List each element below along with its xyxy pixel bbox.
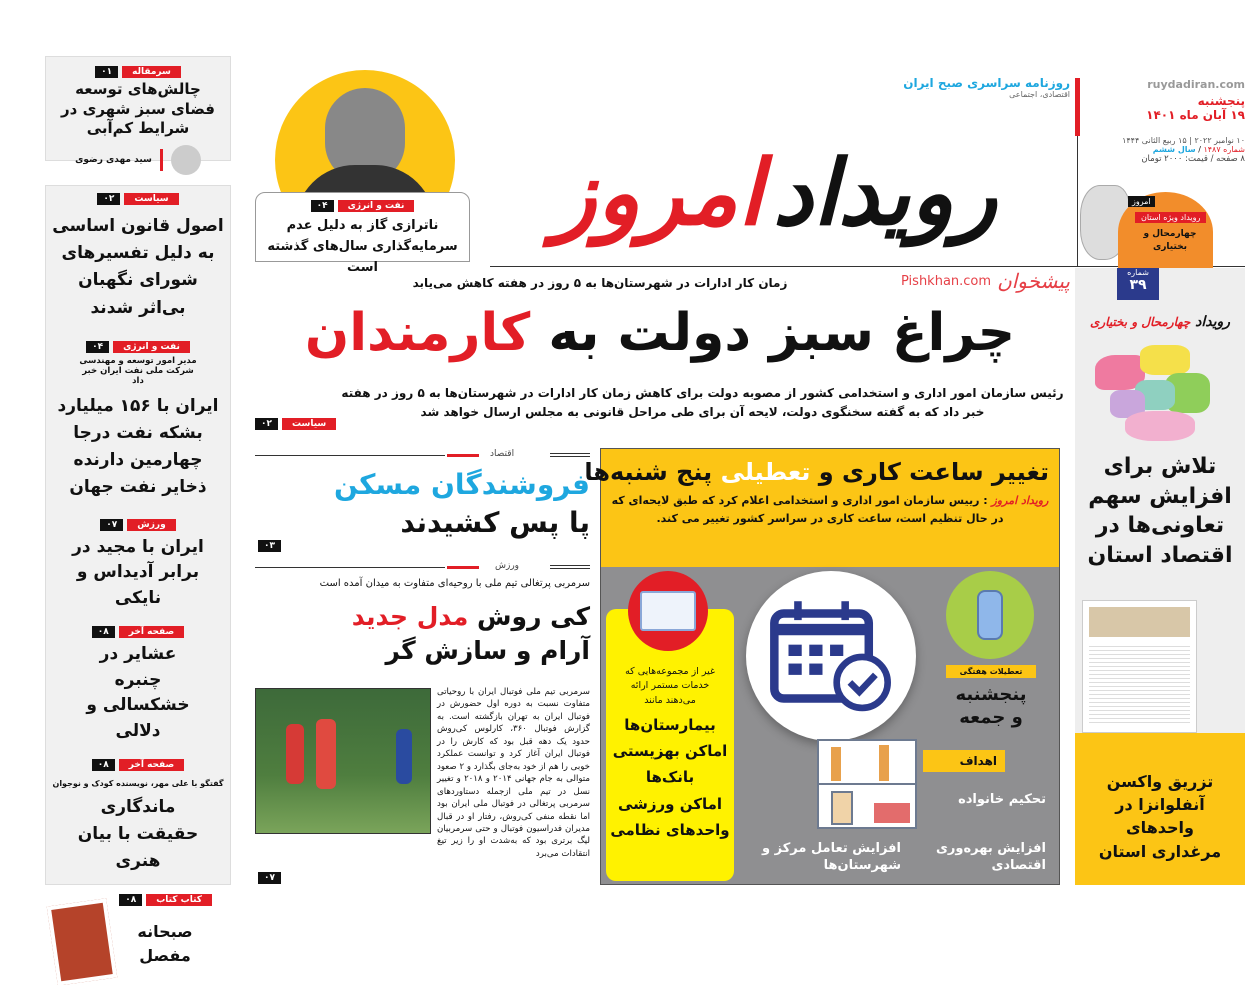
province-map xyxy=(1095,345,1220,445)
page-number: ۰۲ xyxy=(97,193,120,205)
headline-blue: فروشندگان مسکن xyxy=(333,468,590,501)
sport-photo xyxy=(255,688,431,834)
headline-line2: آرام و سازش گر xyxy=(385,635,590,665)
website[interactable]: ruydadiran.com xyxy=(1147,78,1245,91)
section-tag xyxy=(86,341,190,353)
weekly-days xyxy=(931,683,1051,730)
author-name: سید مهدی رضوی xyxy=(75,154,152,165)
story[interactable] xyxy=(46,752,230,880)
headline-black: چراغ سبز دولت به xyxy=(548,303,1016,363)
masthead-red-bar xyxy=(1075,78,1080,136)
page-tag xyxy=(258,540,281,552)
sport-section-rule xyxy=(255,561,590,575)
alt-dates: ۱۰ نوامبر ۲۰۲۲ | ۱۵ ربیع الثانی ۱۴۴۴ xyxy=(1122,136,1245,145)
exception-item: بانک‌ها xyxy=(645,768,695,787)
weekly-day: و جمعه xyxy=(959,707,1023,729)
page-number: ۰۸ xyxy=(92,759,115,771)
section-label: ورزش xyxy=(495,561,520,571)
page-number: ۰۱ xyxy=(95,66,118,78)
tag-label: سیاست xyxy=(124,193,178,205)
section-tag xyxy=(255,418,336,430)
story[interactable] xyxy=(46,186,230,330)
story[interactable] xyxy=(46,894,230,984)
sport-body: سرمربی تیم ملی فوتبال ایران با روحیاتی متفاوت نسبت به دوره اول حضورش در فوتبال ایران به تهران بازگشته است. به گزارش فوتبال ۳۶۰، کارلوس کی‌روش حدود یک دهه قبل بود که کارش را در فوتبال ایران آغاز کرد و توانست عملکرد خوبی را هم از خود به‌جای بگذارد و ۲ صعود متوالی به جام جهانی ۲۰۱۴ و ۲۰۱۸ و تغییر نسل در تیم ملی ازجمله دستاوردهای سرمربی پرتغالی در فوتبال ملی ایران بود اما نقطه منفی کی‌روش، رفتار او در قبال مدیران فدراسیون فوتبال و حتی سرمربیان لیگ برتری بود که به‌شدت او را زیر تیغ انتقادات می‌برد xyxy=(437,687,590,859)
intro-text: : رییس سازمان امور اداری و استخدامی اعلام کرد که طبق لایحه‌ای که در حال تنظیم است، ساعت کاری در سراسر کشور تغییر می کند. xyxy=(611,494,1004,525)
page-number: ۰۷ xyxy=(100,519,123,531)
title-white: تعطیلی xyxy=(720,458,811,486)
id-card-icon xyxy=(628,571,708,651)
right-headline-1[interactable]: تلاش برای افزایش سهم تعاونی‌ها در اقتصاد استان xyxy=(1087,454,1233,569)
headline[interactable]: ناترازی گاز به دلیل عدم سرمایه‌گذاری سال‌های گذشته است xyxy=(267,218,458,275)
headline[interactable]: ایران با مجید در برابر آدیداس و نایکی xyxy=(72,536,204,608)
calendar-check-icon xyxy=(746,571,916,741)
page-number: ۰۳ xyxy=(258,540,281,552)
weekly-day: پنجشنبه xyxy=(955,684,1027,705)
infographic-title xyxy=(584,457,1049,488)
headline[interactable]: عشایر در چنبره خشکسالی و دلالی xyxy=(86,644,190,741)
lead-headline[interactable] xyxy=(255,300,1065,368)
tag-label: کتاب کتاب xyxy=(146,894,212,906)
title-part: پنج شنبه‌ها xyxy=(584,458,713,486)
tagline xyxy=(900,76,1070,99)
watermark xyxy=(875,268,1070,294)
sport-article xyxy=(255,686,590,860)
issue-number: شماره ۱۴۸۷ xyxy=(1203,145,1245,154)
editorial-box[interactable] xyxy=(45,56,231,165)
issue-label: شماره xyxy=(1127,268,1149,277)
title-part: تغییر ساعت کاری و xyxy=(818,458,1049,486)
masthead-vline xyxy=(1077,136,1078,266)
page-number: ۰۸ xyxy=(92,626,115,638)
goal-item: افزایش بهره‌وری اقتصادی xyxy=(936,841,1046,873)
page-tag xyxy=(258,872,281,884)
pages-price: ۸ صفحه / قیمت: ۲۰۰۰ تومان xyxy=(1141,154,1245,164)
tag-label: ورزش xyxy=(127,519,175,531)
section-label: اقتصاد xyxy=(490,449,515,459)
supplement-a: رویداد xyxy=(1195,314,1231,330)
logo-black: رویداد xyxy=(772,140,998,246)
headline[interactable]: اصول قانون اساسی به دلیل تفسیرهای شورای نگهبان بی‌اثر شدند xyxy=(52,216,224,318)
headline[interactable]: صبحانه مفصل xyxy=(137,921,193,965)
left-stories xyxy=(45,185,231,965)
infographic-header xyxy=(584,449,1059,567)
headline-black: کی روش xyxy=(477,602,590,631)
lead-body: رئیس سازمان امور اداری و استخدامی کشور از مصوبه دولت برای کاهش زمان کار ادارات در شهرستان‌ها به ۵ روز در هفته خبر داد که به گفته سخنگوی دولت، لایحه آن برای طی مراحل قانونی به مجلس ارسال خواهد شد xyxy=(341,386,1064,420)
feature-box[interactable] xyxy=(255,192,470,275)
headline-red: مدل جدید xyxy=(351,602,469,631)
tag-label: نفت و انرژی xyxy=(113,341,190,353)
tag-label: صفحه آخر xyxy=(119,626,184,638)
infographic[interactable] xyxy=(584,448,1060,885)
tag-label: سرمقاله xyxy=(122,66,181,78)
sport-headline[interactable] xyxy=(255,600,590,668)
tag-label: صفحه آخر xyxy=(119,759,184,771)
watermark-url: Pishkhan.com xyxy=(901,273,992,289)
page-number: ۰۴ xyxy=(311,200,334,212)
issue-number: ۳۹ xyxy=(1129,277,1147,293)
kicker: گفتگو با علی مهر، نویسنده کودک و نوجوان xyxy=(52,779,224,788)
tag-label: سیاست xyxy=(282,418,336,430)
section-tag xyxy=(119,894,212,906)
masthead-logo xyxy=(480,120,1070,266)
section-tag xyxy=(100,519,175,531)
book-cover-image xyxy=(47,898,118,985)
masthead-info: ruydadiran.com پنجشنبه ۱۹ آبان ماه ۱۴۰۱ ۱۰ نوامبر ۲۰۲۲ | ۱۵ ربیع الثانی ۱۴۴۴ شماره ۱۴۸۷ / سال ششم ۸ صفحه / قیمت: ۲۰۰۰ تومان xyxy=(1085,78,1245,164)
lead-kicker: زمان کار ادارات در شهرستان‌ها به ۵ روز در هفته کاهش می‌یابد xyxy=(412,276,788,290)
headline-black: پا پس کشیدند xyxy=(400,505,590,539)
exception-item: اماکن بهزیستی xyxy=(612,742,728,760)
province-special-label: رویداد ویژه استان xyxy=(1135,212,1206,223)
author-avatar xyxy=(171,145,201,175)
headline[interactable]: چالش‌های توسعه فضای سبز شهری در شرایط کم‌آبی xyxy=(61,80,215,137)
exception-item: بیمارستان‌ها xyxy=(624,715,716,734)
section-tag xyxy=(92,759,184,771)
story[interactable] xyxy=(46,619,230,748)
supplement-title xyxy=(1075,314,1245,330)
weekly-label: تعطیلات هفتگی xyxy=(946,665,1036,678)
page-number: ۰۷ xyxy=(258,872,281,884)
chair-icon xyxy=(946,571,1034,659)
section-tag xyxy=(97,193,178,205)
today-label: امروز xyxy=(1128,196,1155,207)
issue-badge xyxy=(1117,268,1159,300)
exceptions-intro: غیر از مجموعه‌هایی که خدمات مستمر ارائه می‌دهند مانند xyxy=(625,666,715,706)
section-tag xyxy=(95,66,181,78)
page-number: ۰۲ xyxy=(255,418,278,430)
logo-red: امروز xyxy=(552,140,763,246)
supplement-b: چهارمحال و بختیاری xyxy=(1089,315,1191,329)
goal-item: تحکیم خانواده xyxy=(958,792,1046,807)
headline[interactable]: ماندگاری حقیقت با بیان هنری xyxy=(77,797,199,872)
headline-red: کارمندان xyxy=(304,303,531,363)
tag-label: نفت و انرژی xyxy=(338,200,415,212)
date: ۱۹ آبان ماه ۱۴۰۱ xyxy=(1146,108,1245,122)
divider xyxy=(160,149,163,171)
supplement-thumbnail[interactable] xyxy=(1082,600,1197,733)
right-headline-2[interactable]: تزریق واکسن آنفلوانزا در واحدهای مرغداری استان xyxy=(1098,772,1222,861)
section-tag xyxy=(92,626,184,638)
province-name: چهارمحال و بختیاری xyxy=(1143,229,1197,252)
exception-item: واحدهای نظامی xyxy=(610,820,730,839)
exceptions-list xyxy=(606,712,734,843)
economy-section-rule xyxy=(255,449,590,463)
goal-item: افزایش تعامل مرکز و شهرستان‌ها xyxy=(762,841,901,873)
economy-headline[interactable] xyxy=(255,466,590,542)
subtagline-text: اقتصادی، اجتماعی xyxy=(1009,90,1070,99)
story[interactable] xyxy=(46,512,230,616)
section-tag xyxy=(311,200,415,212)
page-number: ۰۴ xyxy=(86,341,109,353)
watermark-text: پیشخوان xyxy=(997,269,1070,293)
page-number: ۰۸ xyxy=(119,894,142,906)
year: سال ششم xyxy=(1152,145,1196,154)
exception-item: اماکن ورزشی xyxy=(617,794,723,813)
story[interactable] xyxy=(46,334,230,506)
source: رویداد امروز xyxy=(991,494,1049,508)
tagline-text: روزنامه سراسری صبح ایران xyxy=(903,76,1070,90)
sport-kicker: سرمربی پرتغالی تیم ملی با روحیه‌ای متفاوت به میدان آمده است xyxy=(319,578,590,589)
weekday: پنجشنبه xyxy=(1197,94,1245,108)
shelf-icon xyxy=(817,739,917,829)
infographic-intro xyxy=(611,492,1049,527)
headline[interactable]: ایران با ۱۵۶ میلیارد بشکه نفت درجا چهارمین دارنده ذخایر نفت جهان xyxy=(57,395,219,498)
kicker: مدیر امور توسعه و مهندسی شرکت ملی نفت ایران خبر داد xyxy=(79,355,197,386)
goals-label: اهداف xyxy=(923,750,1005,772)
